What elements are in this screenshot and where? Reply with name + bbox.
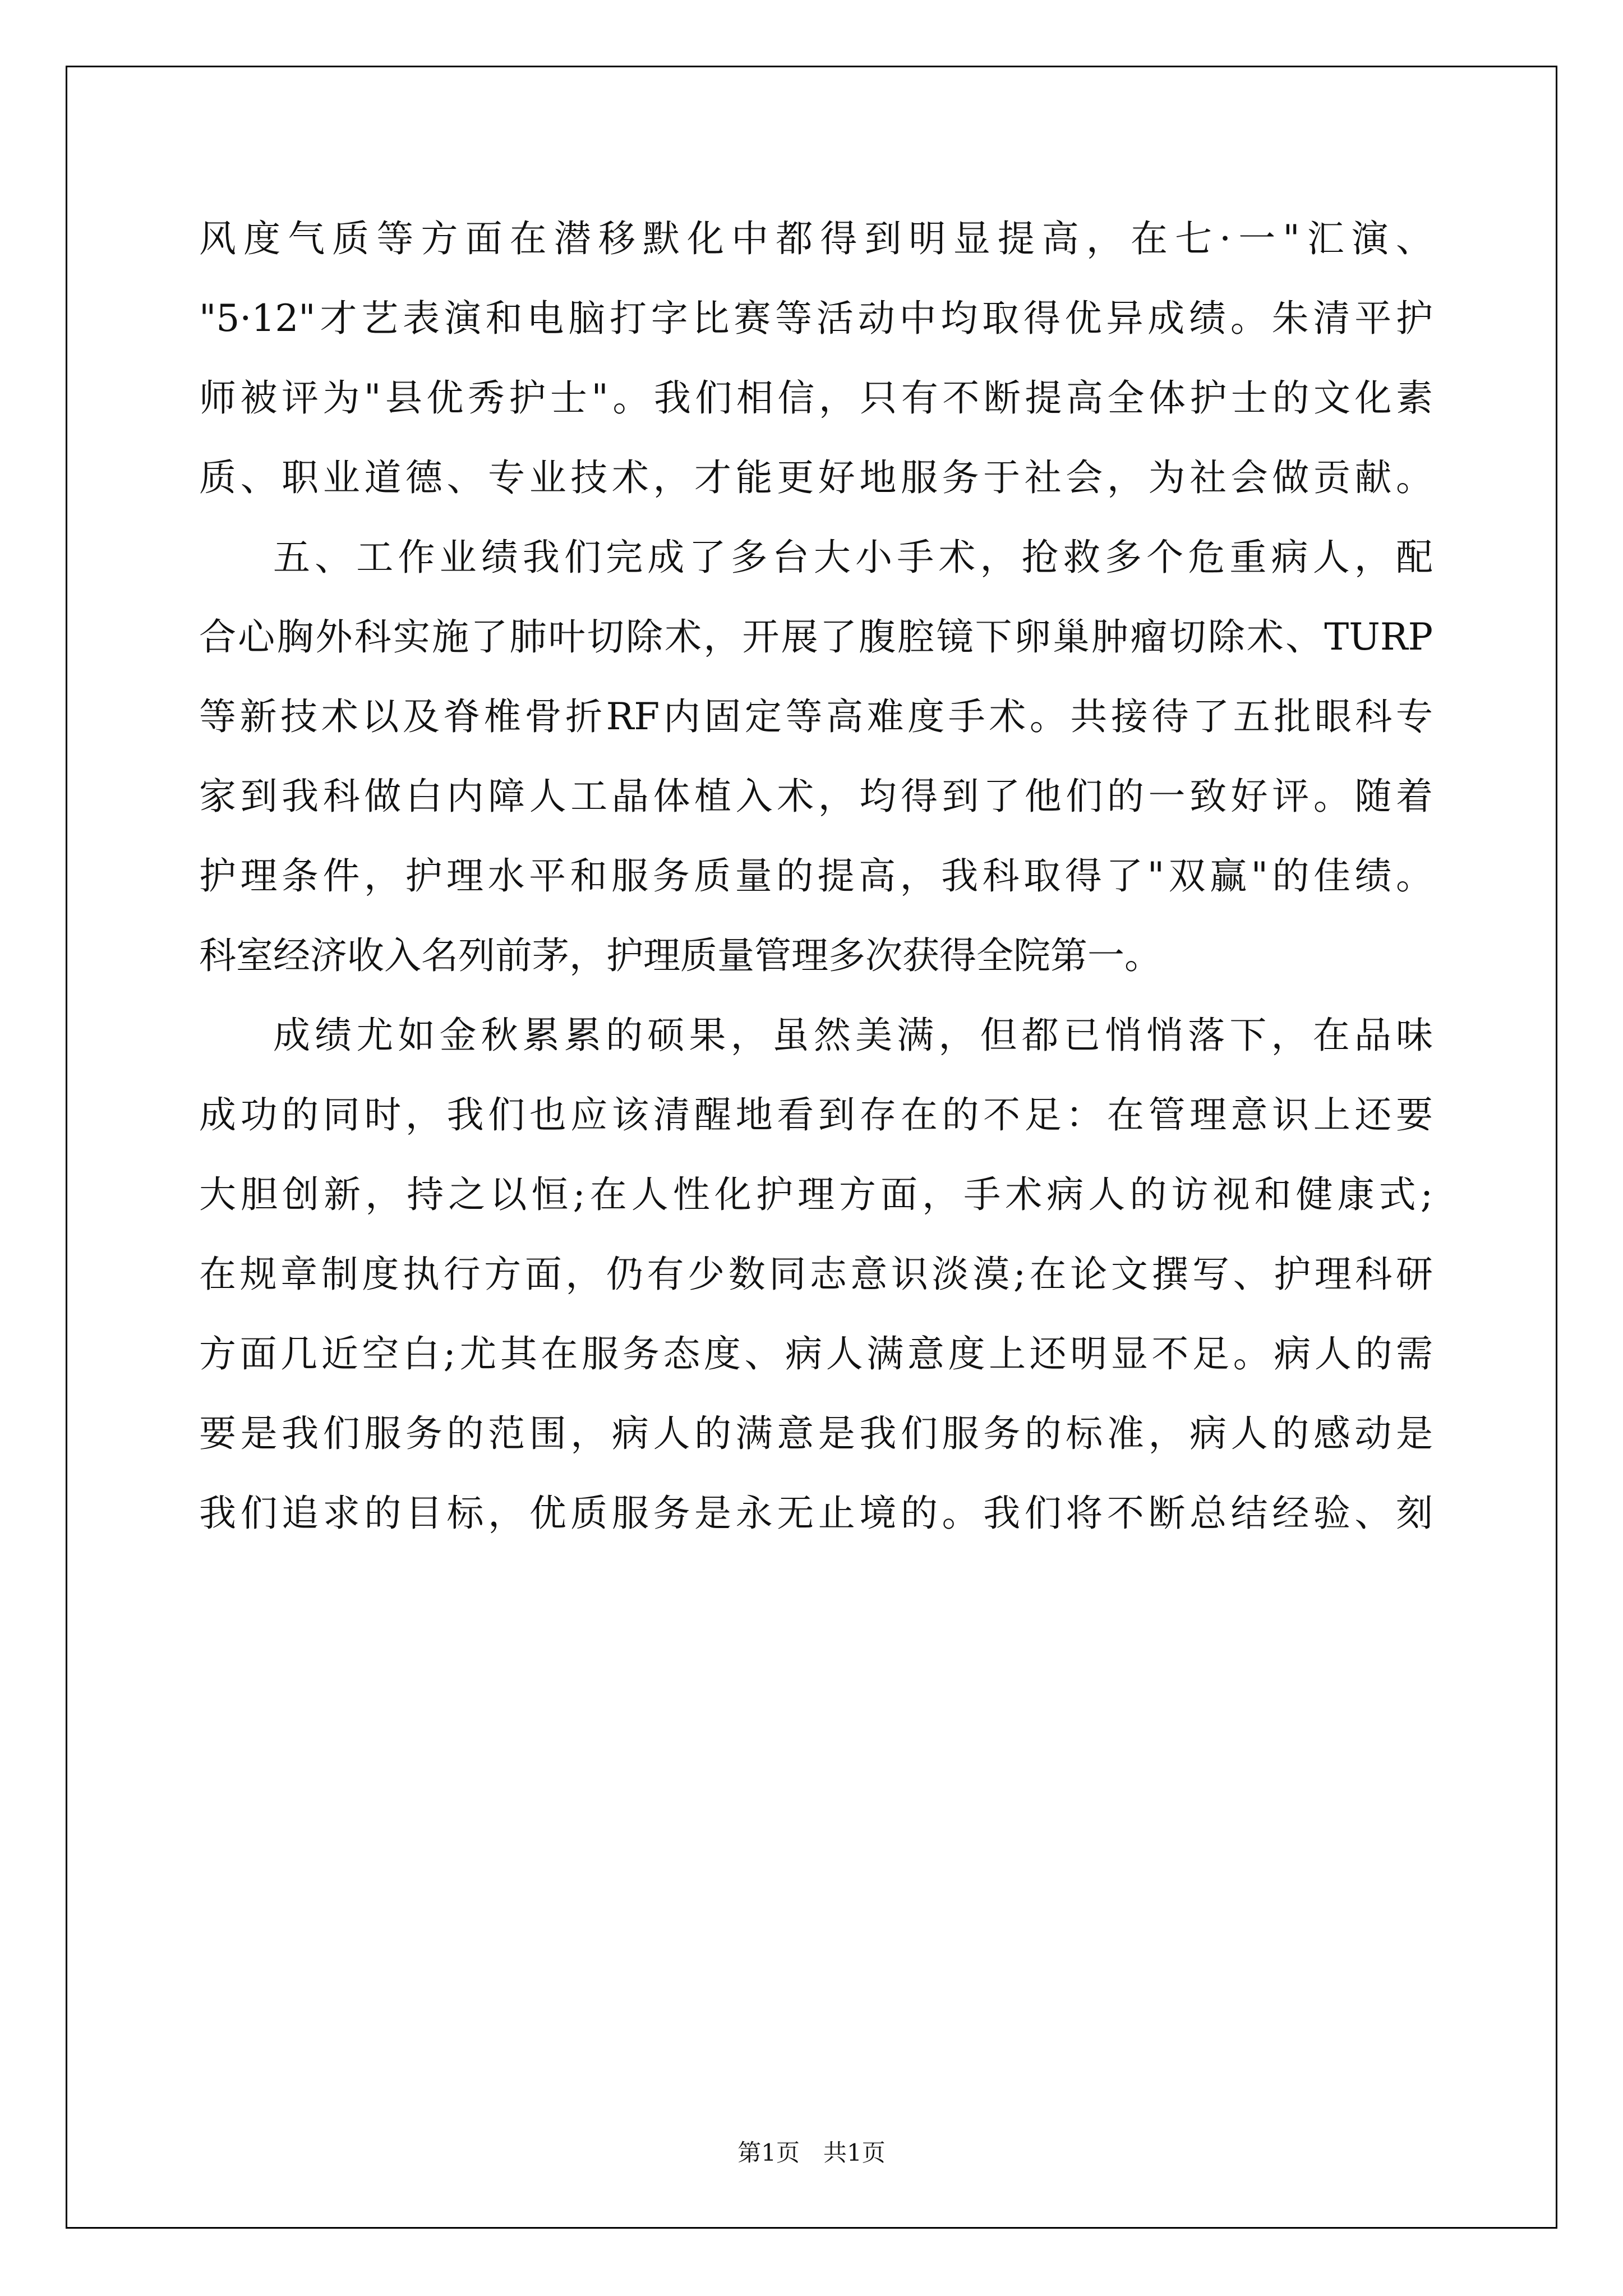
text-line: 风度气质等方面在潜移默化中都得到明显提高，在七·一"汇演、: [199, 217, 1433, 260]
text-line: 质、职业道德、专业技术，才能更好地服务于社会，为社会做贡献。: [199, 456, 1433, 499]
text-line: 五、工作业绩我们完成了多台大小手术，抢救多个危重病人，配: [273, 536, 1433, 579]
text-line: 家到我科做白内障人工晶体植入术，均得到了他们的一致好评。随着: [199, 775, 1433, 818]
text-line: 大胆创新，持之以恒;在人性化护理方面，手术病人的访视和健康式;: [199, 1173, 1433, 1216]
text-line: 护理条件，护理水平和服务质量的提高，我科取得了"双赢"的佳绩。: [199, 854, 1433, 898]
text-line: 师被评为"县优秀护士"。我们相信，只有不断提高全体护士的文化素: [199, 376, 1433, 420]
page-footer: 第1页 共1页: [737, 2139, 886, 2166]
text-line: 成绩尤如金秋累累的硕果，虽然美满，但都已悄悄落下，在品味: [273, 1014, 1433, 1057]
text-line: 要是我们服务的范围，病人的满意是我们服务的标准，病人的感动是: [199, 1412, 1433, 1455]
text-line: 在规章制度执行方面，仍有少数同志意识淡漠;在论文撰写、护理科研: [199, 1253, 1433, 1296]
text-line: 我们追求的目标，优质服务是永无止境的。我们将不断总结经验、刻: [199, 1492, 1433, 1535]
text-line: 合心胸外科实施了肺叶切除术，开展了腹腔镜下卵巢肿瘤切除术、TURP: [199, 615, 1433, 659]
text-line: 科室经济收入名列前茅，护理质量管理多次获得全院第一。: [199, 934, 1161, 977]
text-line: 成功的同时，我们也应该清醒地看到存在的不足：在管理意识上还要: [199, 1093, 1433, 1137]
document-body: [199, 199, 1433, 1553]
text-line: "5·12"才艺表演和电脑打字比赛等活动中均取得优异成绩。朱清平护: [199, 297, 1433, 340]
text-line: 方面几近空白;尤其在服务态度、病人满意度上还明显不足。病人的需: [199, 1332, 1433, 1375]
text-line: 等新技术以及脊椎骨折RF内固定等高难度手术。共接待了五批眼科专: [199, 695, 1433, 738]
